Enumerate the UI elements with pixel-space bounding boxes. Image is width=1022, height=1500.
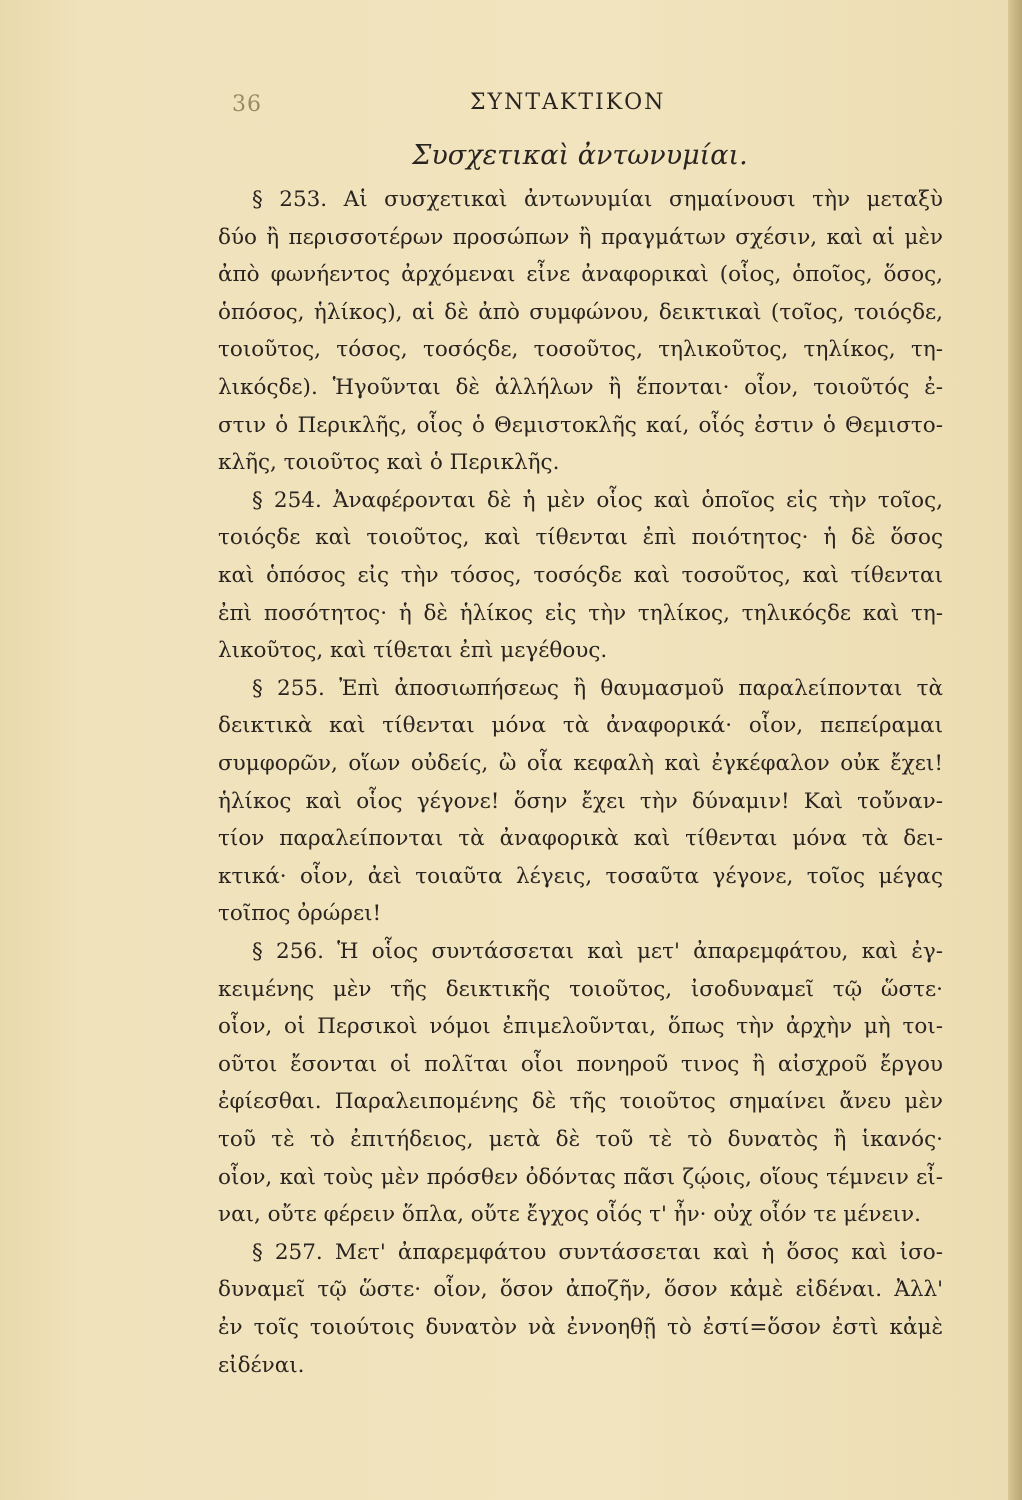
text-line: δύο ἢ περισσοτέρων προσώπων ἢ πραγμάτων σχέσιν, καὶ αἱ μὲν xyxy=(218,224,943,250)
text-line: ἐν τοῖς τοιούτοις δυνατὸν νὰ ἐννοηθῇ τὸ ἐστί=ὅσον ἐστὶ κἀμὲ xyxy=(218,1315,943,1340)
text-line: ναι, οὔτε φέρειν ὅπλα, οὔτε ἔγχος οἷός τ' ἦν· οὐχ οἷόν τε μένειν. xyxy=(218,1202,921,1228)
text-line: τοῖπος ὀρώρει! xyxy=(218,901,382,927)
text-line: § 254. Ἀναφέρονται δὲ ἡ μὲν οἷος καὶ ὁποῖος εἰς τὴν τοῖος, xyxy=(252,487,943,513)
text-line: κτικά· οἷον, ἀεὶ τοιαῦτα λέγεις, τοσαῦτα γέγονε, τοῖος μέγας xyxy=(218,863,943,889)
text-line: κειμένης μὲν τῆς δεικτικῆς τοιοῦτος, ἰσοδυναμεῖ τῷ ὥστε· xyxy=(218,976,943,1002)
text-line: λικοῦτος, καὶ τίθεται ἐπὶ μεγέθους. xyxy=(218,638,608,664)
page-number: 36 xyxy=(232,92,262,117)
text-line: ὁπόσος, ἡλίκος), αἱ δὲ ἀπὸ συμφώνου, δεικτικαὶ (τοῖος, τοιόςδε, xyxy=(218,299,943,325)
text-line: οἷον, οἱ Περσικοὶ νόμοι ἐπιμελοῦνται, ὅπως τὴν ἀρχὴν μὴ τοι- xyxy=(218,1014,943,1040)
section-title: Συσχετικαὶ ἀντωνυμίαι. xyxy=(412,140,748,171)
text-line: § 257. Μετ' ἀπαρεμφάτου συντάσσεται καὶ ἡ ὅσος καὶ ἰσο- xyxy=(252,1239,943,1265)
text-line: τοιόςδε καὶ τοιοῦτος, καὶ τίθενται ἐπὶ ποιότητος· ἡ δὲ ὅσος xyxy=(218,525,943,551)
text-line: εἰδέναι. xyxy=(218,1352,305,1378)
text-line: λικόςδε). Ἡγοῦνται δὲ ἀλλήλων ἢ ἕπονται· οἷον, τοιοῦτός ἐ- xyxy=(218,375,943,400)
text-line: § 255. Ἐπὶ ἀποσιωπήσεως ἢ θαυμασμοῦ παραλείπονται τὰ xyxy=(252,675,943,701)
text-line: στιν ὁ Περικλῆς, οἷος ὁ Θεμιστοκλῆς καί, οἷός ἐστιν ὁ Θεμιστο- xyxy=(218,412,943,438)
text-line: συμφορῶν, οἵων οὐδείς, ὢ οἷα κεφαλὴ καὶ ἐγκέφαλον οὐκ ἔχει! xyxy=(218,751,943,776)
text-line: τοῦ τὲ τὸ ἐπιτήδειος, μετὰ δὲ τοῦ τὲ τὸ δυνατὸς ἢ ἱκανός· xyxy=(218,1127,943,1152)
text-line: κλῆς, τοιοῦτος καὶ ὁ Περικλῆς. xyxy=(218,450,560,476)
text-line: § 253. Αἱ συσχετικαὶ ἀντωνυμίαι σημαίνουσι τὴν μεταξὺ xyxy=(252,187,943,212)
text-line: τίον παραλείπονται τὰ ἀναφορικὰ καὶ τίθενται μόνα τὰ δει- xyxy=(218,826,943,852)
text-line: οἷον, καὶ τοὺς μὲν πρόσθεν ὀδόντας πᾶσι ζῴοις, οἵους τέμνειν εἶ- xyxy=(218,1164,943,1190)
text-line: § 256. Ἡ οἷος συντάσσεται καὶ μετ' ἀπαρεμφάτου, καὶ ἐγ- xyxy=(252,939,943,964)
text-line: ἀπὸ φωνήεντος ἀρχόμεναι εἶνε ἀναφορικαὶ (οἷος, ὁποῖος, ὅσος, xyxy=(218,262,943,288)
page-spine-edge xyxy=(1008,0,1022,1500)
text-line: ἡλίκος καὶ οἷος γέγονε! ὅσην ἔχει τὴν δύναμιν! Καὶ τοὔναν- xyxy=(218,788,943,814)
text-line: τοιοῦτος, τόσος, τοσόςδε, τοσοῦτος, τηλικοῦτος, τηλίκος, τη- xyxy=(218,337,943,363)
text-line: καὶ ὁπόσος εἰς τὴν τόσος, τοσόςδε καὶ τοσοῦτος, καὶ τίθενται xyxy=(218,563,943,588)
text-line: δυναμεῖ τῷ ὥστε· οἷον, ὅσον ἀποζῆν, ὅσον κἀμὲ εἰδέναι. Ἀλλ' xyxy=(218,1277,943,1303)
text-line: δεικτικὰ καὶ τίθενται μόνα τὰ ἀναφορικά· οἷον, πεπείραμαι xyxy=(218,713,943,739)
text-line: ἐφίεσθαι. Παραλειπομένης δὲ τῆς τοιοῦτος σημαίνει ἄνευ μὲν xyxy=(218,1089,943,1115)
text-line: ἐπὶ ποσότητος· ἡ δὲ ἡλίκος εἰς τὴν τηλίκος, τηλικόςδε καὶ τη- xyxy=(218,600,943,626)
running-head: ΣΥΝΤΑΚΤΙΚΟΝ xyxy=(470,90,666,115)
text-line: οῦτοι ἔσονται οἱ πολῖται οἷοι πονηροῦ τινος ἢ αἰσχροῦ ἔργου xyxy=(218,1051,943,1077)
